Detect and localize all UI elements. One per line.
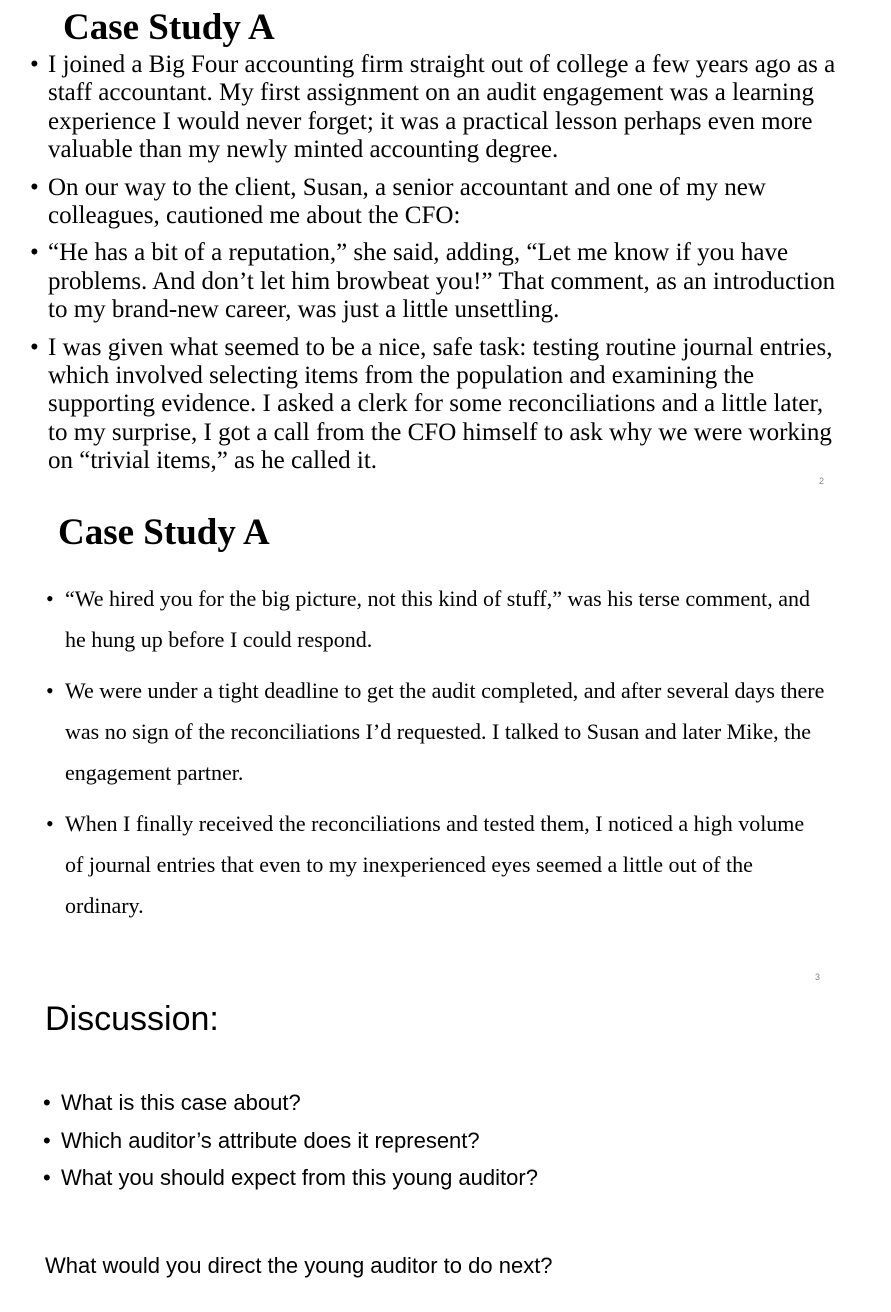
bullet-icon: •: [46, 811, 54, 836]
closing-question: What would you direct the young auditor to do next?: [45, 1253, 553, 1278]
list-item: [30, 239, 848, 324]
list-item: [46, 578, 825, 660]
bullet-icon: •: [46, 586, 54, 611]
bullet-text: I was given what seemed to be a nice, safe task: testing routine journal entries, which involved selecting items from the population and examining the supporting evidence. I asked a clerk for some reconciliations and a little later, to my surprise, I got a call from the CFO himself to ask why we were working on “trivial items,” as he called it.: [48, 333, 833, 475]
list-item: [30, 333, 848, 476]
bullet-text: “We hired you for the big picture, not this kind of stuff,” was his terse comment, and he hung up before I could respond.: [65, 586, 811, 652]
slide-title: Discussion:: [45, 1000, 219, 1038]
bullet-text: “He has a bit of a reputation,” she said, adding, “Let me know if you have problems. And don’t let him browbeat you!” That comment, as an introduction to my brand-new career, was just a little unsettling.: [48, 239, 836, 324]
bullet-icon: •: [46, 678, 54, 703]
list-item: [30, 173, 848, 231]
bullet-text: I joined a Big Four accounting firm straight out of college a few years ago as a staff accountant. My first assignment on an audit engagement was a learning experience I would never forget; it was a practical lesson perhaps even more valuable than my newly minted accounting degree.: [48, 51, 836, 164]
bullet-list: [46, 578, 825, 936]
list-item: [46, 803, 825, 926]
bullet-icon: •: [30, 333, 39, 361]
bullet-icon: •: [30, 239, 39, 267]
bullet-text: When I finally received the reconciliations and tested them, I noticed a high volume of journal entries that even to my inexperienced eyes seemed a little out of the ordinary.: [65, 811, 805, 918]
bullet-text: Which auditor’s attribute does it represent?: [61, 1127, 480, 1153]
slide-discussion: [0, 990, 891, 1312]
list-item: [30, 51, 848, 165]
bullet-icon: •: [43, 1165, 51, 1190]
slide-title: Case Study A: [63, 7, 275, 48]
bullet-list: [43, 1084, 538, 1197]
list-item: [43, 1159, 538, 1197]
page-number: 2: [819, 476, 825, 486]
slide-case-study-a-part-1: [0, 0, 891, 490]
page-number: 3: [815, 972, 821, 982]
bullet-list: [30, 51, 848, 485]
bullet-text: We were under a tight deadline to get the audit completed, and after several days there was no sign of the reconciliations I’d requested. I talked to Susan and later Mike, the engagement partner.: [65, 678, 825, 785]
slide-title: Case Study A: [58, 512, 270, 553]
list-item: [43, 1122, 538, 1160]
bullet-text: What is this case about?: [61, 1090, 301, 1115]
bullet-icon: •: [30, 173, 39, 201]
list-item: [43, 1084, 538, 1122]
bullet-icon: •: [43, 1090, 51, 1115]
list-item: [46, 670, 825, 793]
bullet-icon: •: [30, 51, 39, 78]
bullet-text: On our way to the client, Susan, a senior accountant and one of my new colleagues, cautioned me about the CFO:: [48, 173, 766, 230]
bullet-icon: •: [43, 1127, 51, 1153]
slide-case-study-a-part-2: [0, 490, 891, 990]
bullet-text: What you should expect from this young auditor?: [61, 1165, 538, 1190]
